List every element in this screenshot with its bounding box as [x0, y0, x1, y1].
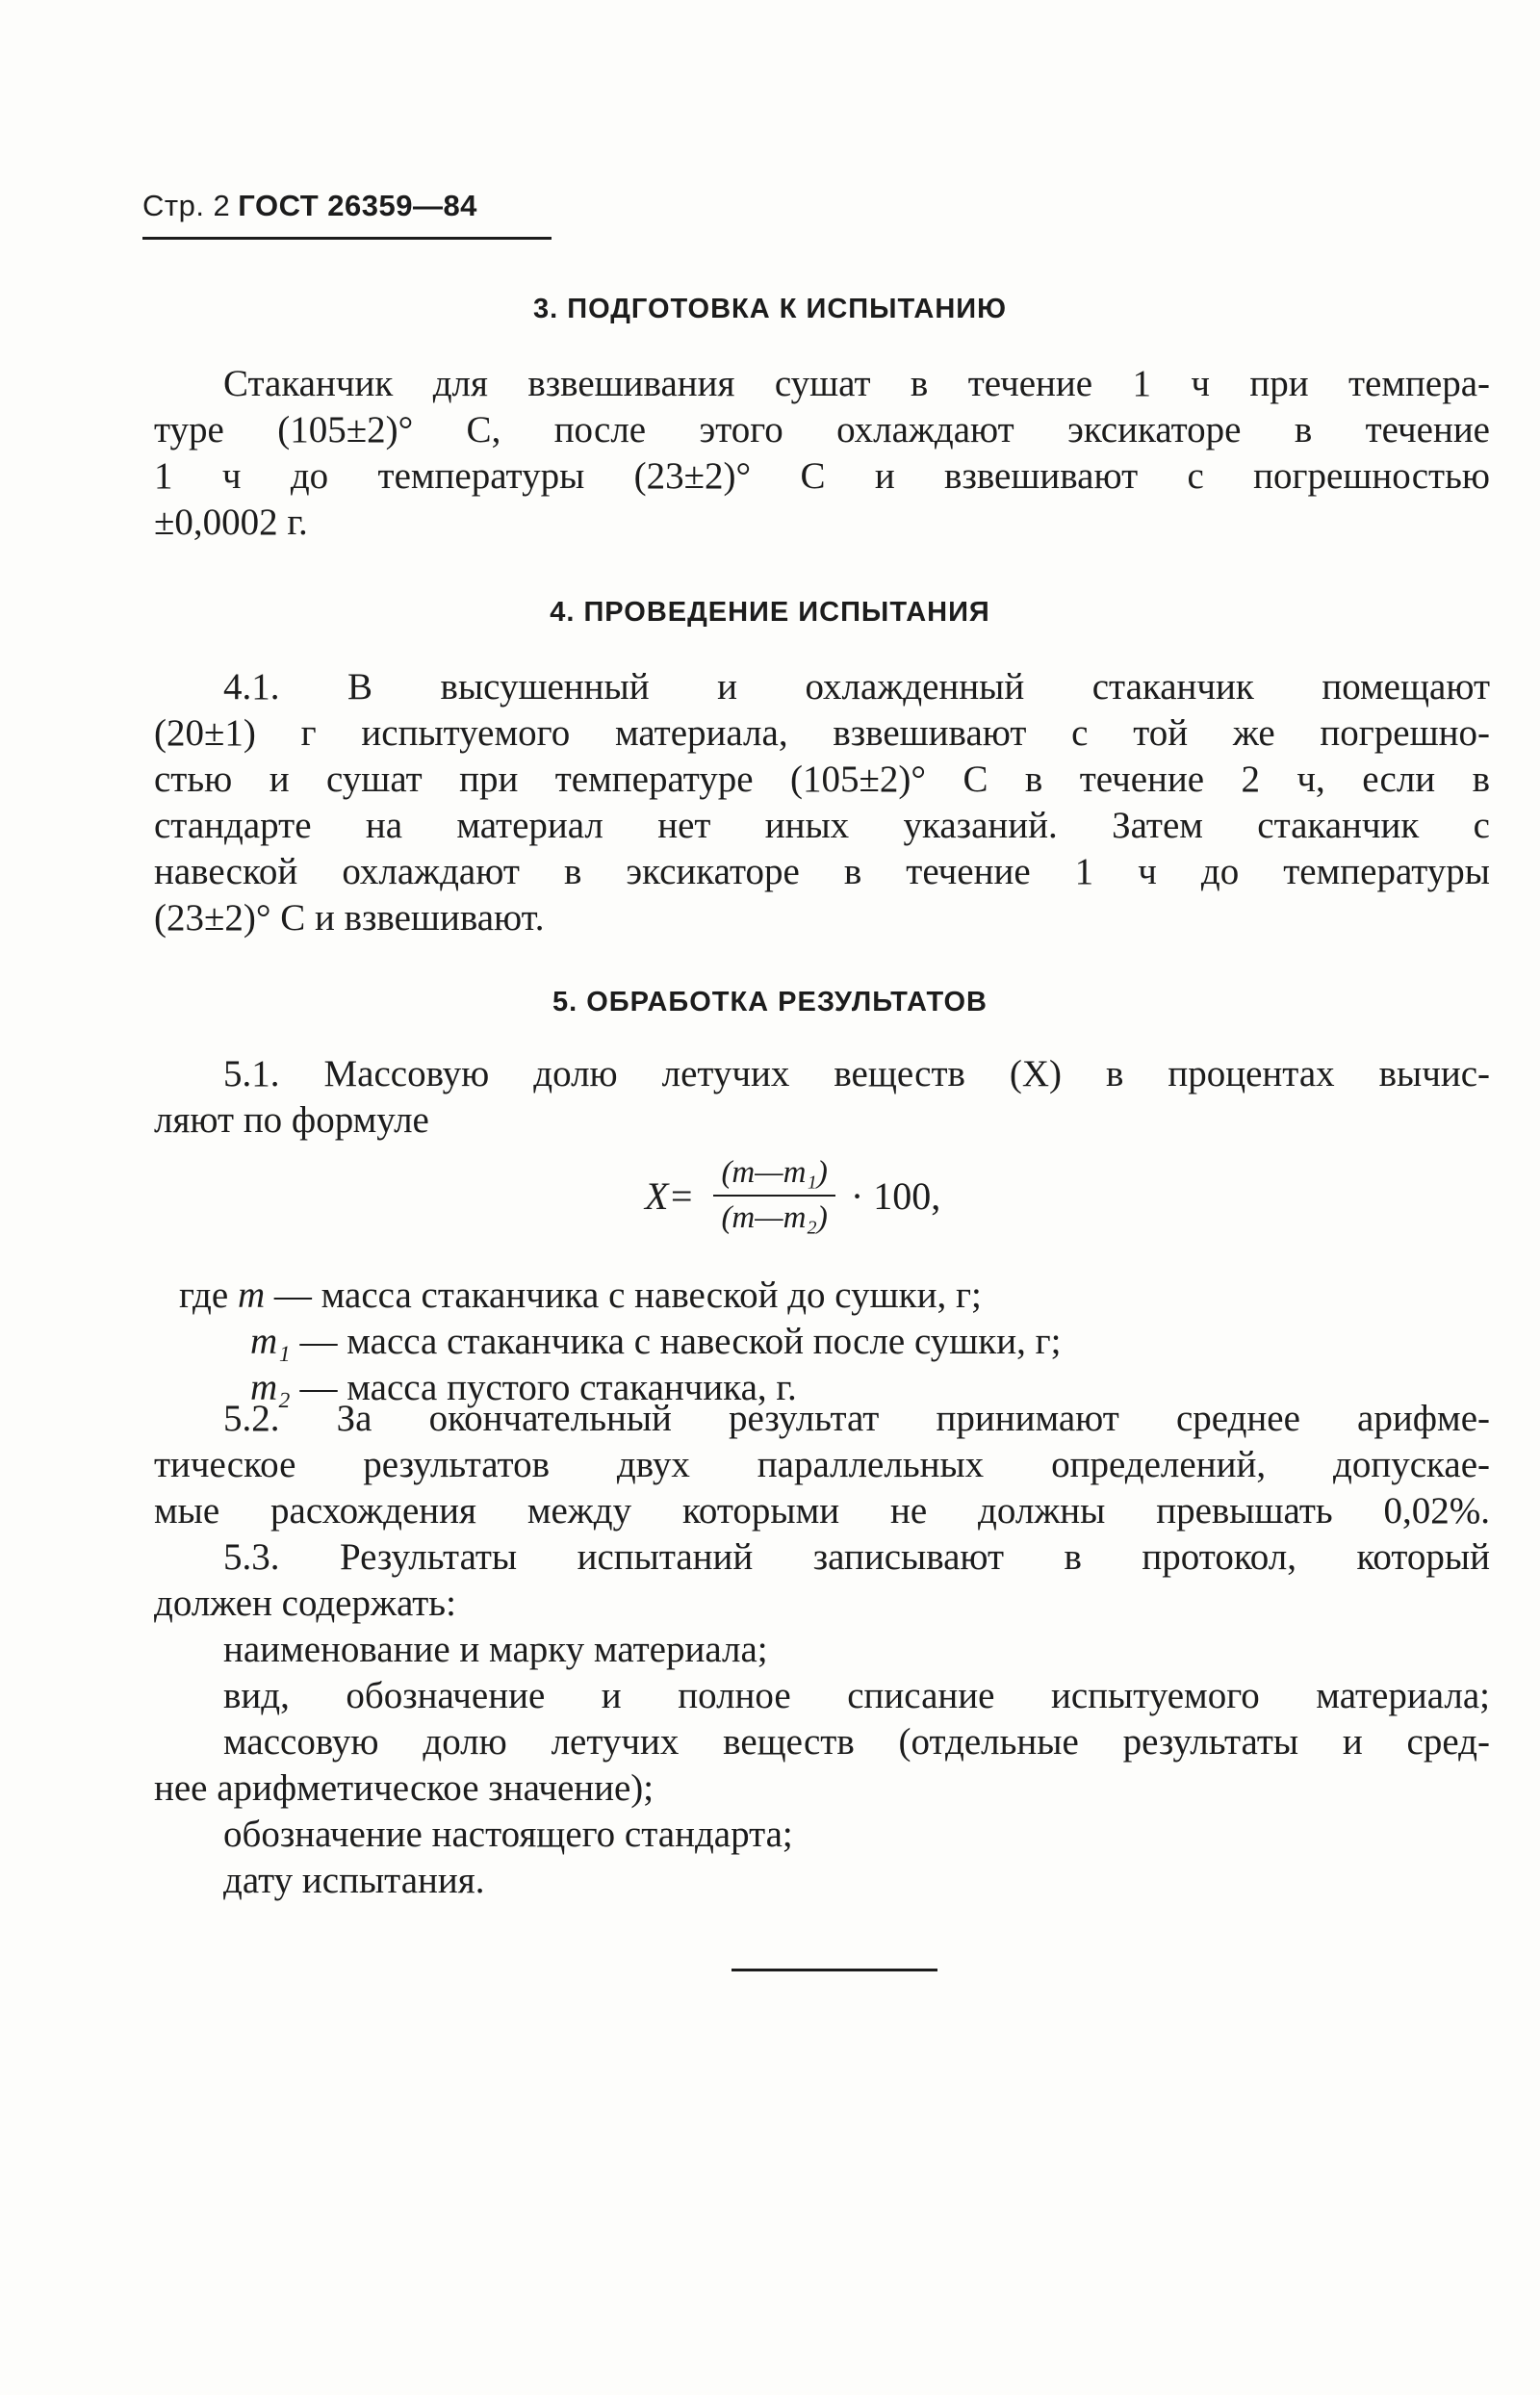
list-item: наименование и марку материала;	[223, 1629, 768, 1670]
variable-description: — масса стаканчика с навеской после сушки, г;	[290, 1321, 1062, 1362]
variable-definition	[154, 1319, 1490, 1365]
volatile-fraction-formula	[645, 1155, 940, 1236]
variable-definitions	[154, 1273, 1490, 1411]
variable-symbol: m₂	[250, 1367, 291, 1408]
section-4-heading: 4. ПРОВЕДЕНИЕ ИСПЫТАНИЯ	[550, 597, 990, 628]
header-rule	[142, 237, 552, 240]
list-item-continuation: нее арифметическое значение);	[154, 1767, 654, 1809]
variable-symbol: m	[237, 1275, 266, 1316]
text-line: 4.1. В высушенный и охлажденный стаканчик помещают	[223, 666, 1490, 708]
text-line: туре (105±2)° С, после этого охлаждают эксикаторе в течение	[154, 409, 1490, 451]
section-4-body	[154, 664, 1490, 941]
text-line: стью и сушат при температуре (105±2)° С в течение 2 ч, если в	[154, 759, 1490, 800]
text-line: Стаканчик для взвешивания сушат в течение 1 ч при темпера-	[223, 363, 1490, 404]
formula-fraction	[713, 1155, 834, 1236]
section-3-heading: 3. ПОДГОТОВКА К ИСПЫТАНИЮ	[532, 294, 1008, 324]
variable-description: — масса стаканчика с навеской до сушки, г;	[265, 1275, 982, 1316]
variable-definition	[154, 1273, 1490, 1319]
formula-lhs: X=	[645, 1173, 695, 1218]
text-line: тическое результатов двух параллельных определений, допускае-	[154, 1444, 1490, 1485]
text-line: 5.1. Массовую долю летучих веществ (X) в процентах вычис-	[223, 1053, 1490, 1094]
end-of-text-rule	[732, 1969, 937, 1971]
text-line: навеской охлаждают в эксикаторе в течение 1 ч до температуры	[154, 851, 1490, 892]
text-line: (20±1) г испытуемого материала, взвешивают с той же погрешно-	[154, 712, 1490, 754]
text-line: 1 ч до температуры (23±2)° С и взвешивают с погрешностью	[154, 455, 1490, 497]
section-5-intro	[154, 1051, 1490, 1144]
text-line: 5.3. Результаты испытаний записывают в протокол, который	[223, 1536, 1490, 1578]
formula-numerator: (m—m₁)	[713, 1155, 834, 1197]
formula-denominator: (m—m₂)	[721, 1200, 828, 1235]
variable-symbol: m₁	[250, 1321, 291, 1362]
list-item: обозначение настоящего стандарта;	[223, 1814, 793, 1855]
running-head	[142, 189, 477, 223]
text-line: мые расхождения между которыми не должны превышать 0,02%.	[154, 1490, 1490, 1532]
standard-number: ГОСТ 26359—84	[238, 189, 477, 222]
page-label: Стр. 2	[142, 189, 231, 222]
where-prefix: где	[179, 1275, 238, 1316]
variable-description: — масса пустого стаканчика, г.	[290, 1367, 797, 1408]
text-line: 5.2. За окончательный результат принимают среднее арифме-	[223, 1398, 1490, 1439]
text-line: ляют по формуле	[154, 1099, 429, 1141]
list-item: массовую долю летучих веществ (отдельные результаты и сред-	[223, 1721, 1490, 1763]
text-line: стандарте на материал нет иных указаний. Затем стаканчик с	[154, 805, 1490, 846]
text-line: (23±2)° С и взвешивают.	[154, 897, 545, 939]
list-item: дату испытания.	[223, 1860, 485, 1901]
section-5-clauses	[154, 1396, 1490, 1904]
list-item: вид, обозначение и полное списание испытуемого материала;	[223, 1675, 1490, 1716]
formula-rhs: · 100,	[850, 1173, 941, 1218]
section-5-heading: 5. ОБРАБОТКА РЕЗУЛЬТАТОВ	[552, 987, 988, 1017]
text-line: ±0,0002 г.	[154, 502, 308, 543]
section-3-body	[154, 361, 1490, 546]
text-line: должен содержать:	[154, 1583, 456, 1624]
